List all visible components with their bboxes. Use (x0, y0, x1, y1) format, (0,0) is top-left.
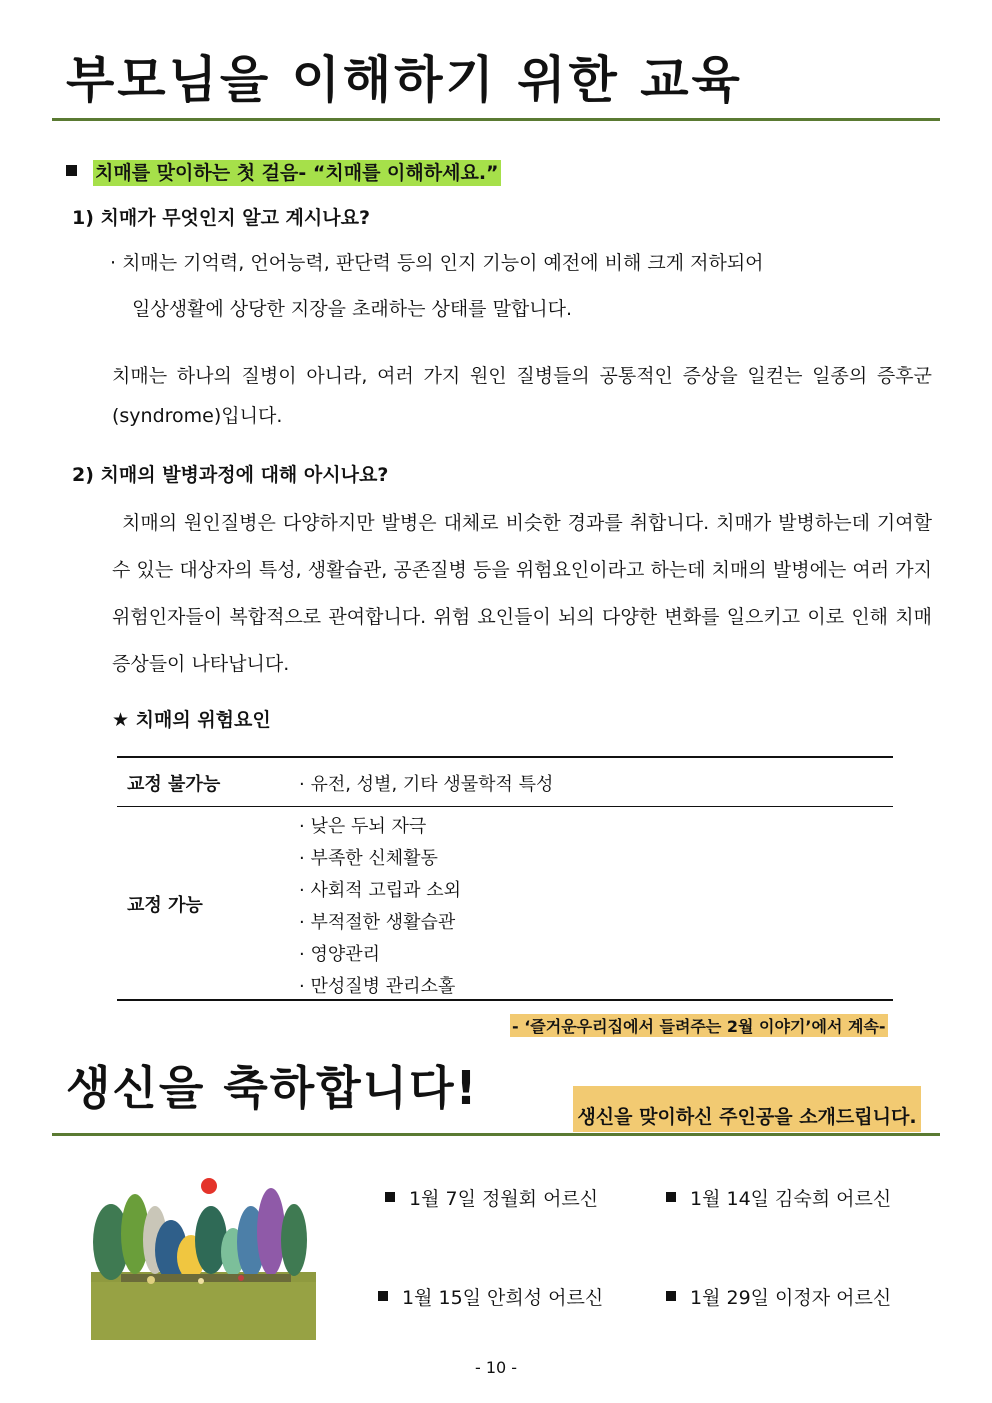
risk-item: · 부적절한 생활습관 (299, 912, 456, 933)
birthday-subtitle: 생신을 맞이하신 주인공을 소개드립니다. (573, 1086, 921, 1132)
risk-item: · 낮은 두뇌 자극 (299, 816, 427, 837)
table-bottom-rule (117, 999, 893, 1001)
risk-factors-title: ★ 치매의 위험요인 (112, 709, 271, 731)
q1-bullet-line-1: · 치매는 기억력, 언어능력, 판단력 등의 인지 기능이 예전에 비해 크게 저하되어 (110, 252, 764, 274)
question-2-heading: 2) 치매의 발병과정에 대해 아시나요? (72, 464, 389, 486)
birthday-entry: 1월 15일 안희성 어르신 (378, 1283, 603, 1310)
risk-item: · 만성질병 관리소홀 (299, 976, 456, 997)
birthday-divider (52, 1133, 940, 1136)
table-row-divider (117, 806, 893, 807)
q1-paragraph: 치매는 하나의 질병이 아니라, 여러 가지 원인 질병들의 공통적인 증상을 일컫는 일종의 증후군(syndrome)입니다. (112, 365, 932, 427)
page-title: 부모님을 이해하기 위한 교육 (66, 51, 743, 109)
birthday-title: 생신을 축하합니다! (66, 1061, 479, 1115)
risk-item: · 영양관리 (299, 944, 380, 965)
square-bullet-icon (378, 1291, 388, 1301)
square-bullet-icon (385, 1192, 395, 1202)
question-1-heading: 1) 치매가 무엇인지 알고 계시나요? (72, 207, 370, 229)
risk-category-uncorrectable: 교정 불가능 (127, 774, 221, 795)
risk-item: · 사회적 고립과 소외 (299, 880, 461, 901)
birthday-entry: 1월 14일 김숙희 어르신 (666, 1184, 891, 1211)
source-note: - ‘즐거운우리집에서 들려주는 2월 이야기’에서 계속- (510, 1014, 888, 1037)
page-number: - 10 - (474, 1358, 518, 1377)
section-heading-text: 치매를 맞이하는 첫 걸음- “치매를 이해하세요.” (95, 162, 499, 184)
q1-bullet-line-2: 일상생활에 상당한 지장을 초래하는 상태를 말합니다. (132, 298, 573, 320)
square-bullet-icon (66, 165, 77, 176)
square-bullet-icon (666, 1192, 676, 1202)
square-bullet-icon (666, 1291, 676, 1301)
section-heading (66, 158, 501, 185)
risk-item: · 부족한 신체활동 (299, 848, 438, 869)
risk-category-correctable: 교정 가능 (127, 895, 203, 916)
forest-painting-image (91, 1162, 316, 1340)
birthday-entry: 1월 7일 정월회 어르신 (385, 1184, 598, 1211)
title-divider (52, 118, 940, 121)
risk-item: · 유전, 성별, 기타 생물학적 특성 (299, 774, 554, 795)
table-top-rule (117, 756, 893, 758)
birthday-entry: 1월 29일 이정자 어르신 (666, 1283, 891, 1310)
q2-paragraph: 치매의 원인질병은 다양하지만 발병은 대체로 비슷한 경과를 취합니다. 치매가 발병하는데 기여할 수 있는 대상자의 특성, 생활습관, 공존질병 등을 위험요인이라고 하는데 치매의 발병에는 여러 가지 위험인자들이 복합적으로 관여합니다. 위험 요인들이 뇌의 다양한 변화를 일으키고 이로 인해 치매 증상들이 나타납니다. (112, 512, 932, 675)
